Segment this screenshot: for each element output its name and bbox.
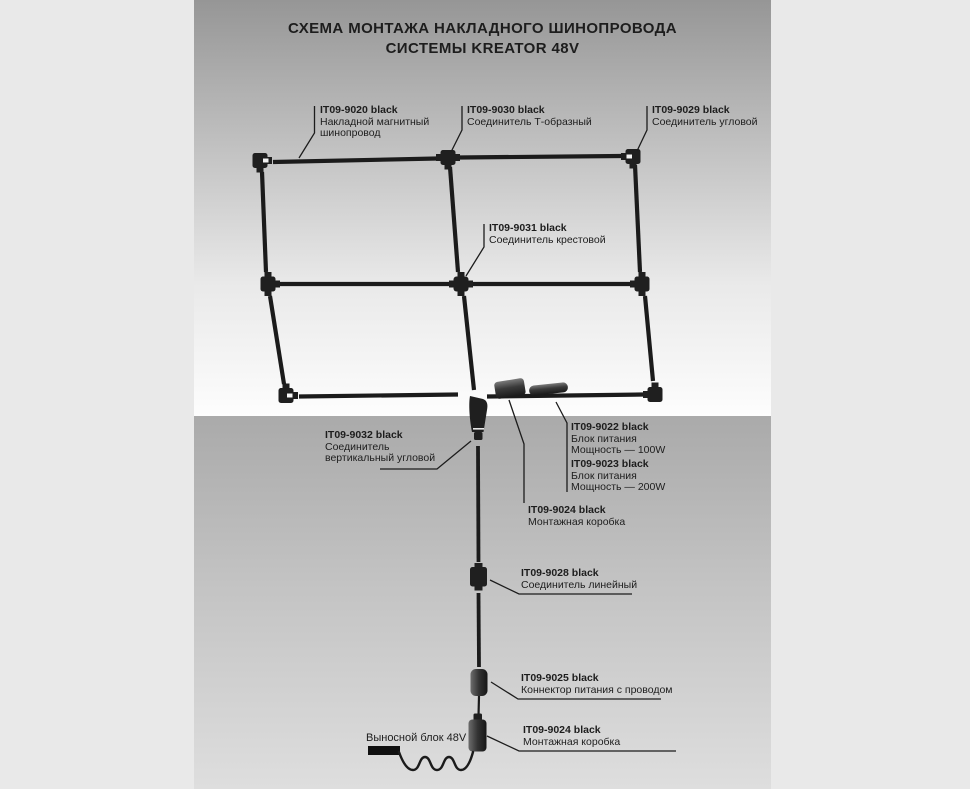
corner-connector-top-left-icon	[253, 153, 273, 173]
part-code: IT09-9028 black	[521, 567, 599, 579]
part-desc: Соединитель крестовой	[489, 233, 606, 246]
vertical-drop-line	[478, 446, 479, 667]
label-it09-9024-top	[528, 505, 625, 528]
mounting-box-bottom-shape	[469, 714, 487, 752]
label-it09-9028	[521, 568, 637, 591]
label-it09-9025	[521, 673, 673, 696]
label-it09-9029	[652, 105, 757, 128]
part-desc: Мощность — 200W	[571, 481, 666, 493]
corner-connector-bottom-right-icon	[643, 383, 663, 403]
diagram-title	[194, 19, 771, 59]
label-it09-9031	[489, 223, 606, 246]
part-desc: Монтажная коробка	[528, 515, 626, 528]
part-desc: Мощность — 100W	[571, 444, 666, 456]
part-code: IT09-9022 black	[571, 421, 649, 433]
label-it09-9030	[467, 105, 592, 128]
part-code: IT09-9032 black	[325, 429, 403, 441]
label-it09-9022	[571, 422, 665, 457]
tee-connector-top-icon	[436, 150, 460, 170]
vertical-angle-connector-shape	[469, 396, 487, 440]
power-cable-squiggle	[399, 752, 473, 770]
part-desc: Соединитель Т-образный	[467, 115, 592, 128]
label-it09-9020	[320, 105, 429, 140]
part-code: IT09-9029 black	[652, 104, 730, 116]
part-desc: вертикальный угловой	[325, 452, 436, 464]
corner-connector-top-right-icon	[621, 149, 641, 169]
label-remote-block-48v: Выносной блок 48V	[366, 732, 467, 744]
part-desc: Блок питания	[571, 432, 637, 445]
part-desc: Соединитель	[325, 440, 390, 453]
label-it09-9032	[325, 430, 435, 465]
corner-connector-bottom-left-icon	[279, 384, 299, 404]
part-code: IT09-9023 black	[571, 458, 649, 470]
part-code: IT09-9024 black	[528, 504, 606, 516]
diagram-title-line1: СХЕМА МОНТАЖА НАКЛАДНОГО ШИНОПРОВОДА	[288, 20, 677, 37]
tee-connector-right-icon	[630, 272, 650, 296]
part-desc: шинопровод	[320, 127, 381, 139]
part-code: IT09-9031 black	[489, 222, 567, 234]
part-desc: Соединитель линейный	[521, 578, 638, 591]
linear-connector-shape	[470, 563, 487, 591]
label-it09-9023	[571, 459, 665, 494]
part-desc: Монтажная коробка	[523, 735, 621, 748]
part-desc: Коннектор питания с проводом	[521, 683, 673, 696]
part-desc: Соединитель угловой	[652, 115, 758, 128]
part-code: IT09-9024 black	[523, 724, 601, 736]
part-code: IT09-9030 black	[467, 104, 545, 116]
part-code: IT09-9025 black	[521, 672, 599, 684]
part-desc: Накладной магнитный	[320, 115, 430, 128]
remote-power-block-shape	[368, 746, 473, 770]
part-code: IT09-9020 black	[320, 104, 398, 116]
diagram-title-line2: СИСТЕМЫ KREATOR 48V	[385, 40, 580, 57]
power-feed-connector-shape	[471, 669, 488, 716]
cross-connector-icon	[449, 272, 473, 296]
part-desc: Блок питания	[571, 469, 637, 482]
tee-connector-left-icon	[261, 272, 281, 296]
label-it09-9024-bottom	[523, 725, 620, 748]
